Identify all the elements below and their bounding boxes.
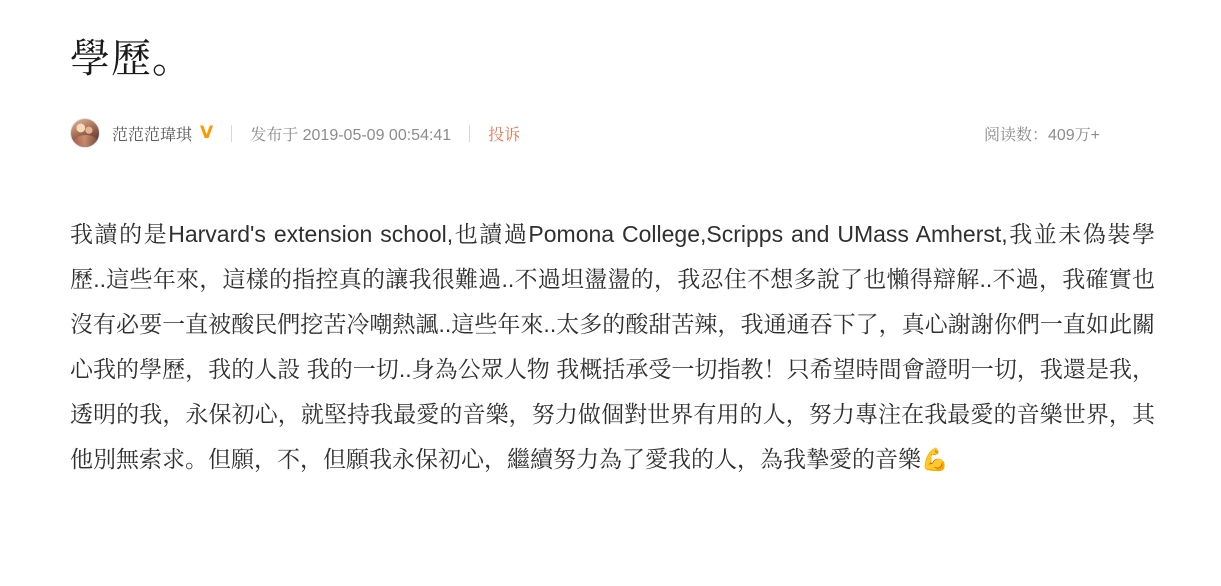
article-meta-row [70, 116, 1160, 150]
meta-divider [469, 125, 470, 142]
page-title: 學歷。 [70, 36, 193, 82]
author-name[interactable]: 范范范瑋琪 [112, 126, 193, 144]
publish-time: 发布于 2019-05-09 00:54:41 [250, 126, 452, 144]
meta-divider [231, 125, 232, 142]
read-count: 阅读数：409万+ [983, 126, 1100, 144]
avatar[interactable] [70, 118, 100, 148]
article-body-text: 我讀的是Harvard's extension school,也讀過Pomona College,Scripps and UMass Amherst,我並未偽裝學歷..這些年來，這樣的指控真的讓我很難過..不過坦盪盪的，我忍住不想多說了也懶得辯解..不過，我確實也沒有必要一直被酸民們挖苦冷嘲熱諷..這些年來..太多的酸甜苦辣，我通通吞下了，真心謝謝你們一直如此關心我的學歷，我的人設 我的一切..身為公眾人物 我概括承受一切指教！只希望時間會證明一切，我還是我，透明的我，永保初心，就堅持我最愛的音樂，努力做個對世界有用的人，努力專注在我最愛的音樂世界，其他別無索求。但願，不，但願我永保初心，繼續努力為了愛我的人，為我摯愛的音樂 [70, 221, 1155, 472]
article-body [70, 212, 1155, 483]
muscle-emoji-icon: 💪 [921, 448, 949, 473]
report-link[interactable]: 投诉 [488, 126, 521, 144]
verified-badge-icon: V [200, 122, 214, 143]
article-container [70, 0, 1160, 483]
